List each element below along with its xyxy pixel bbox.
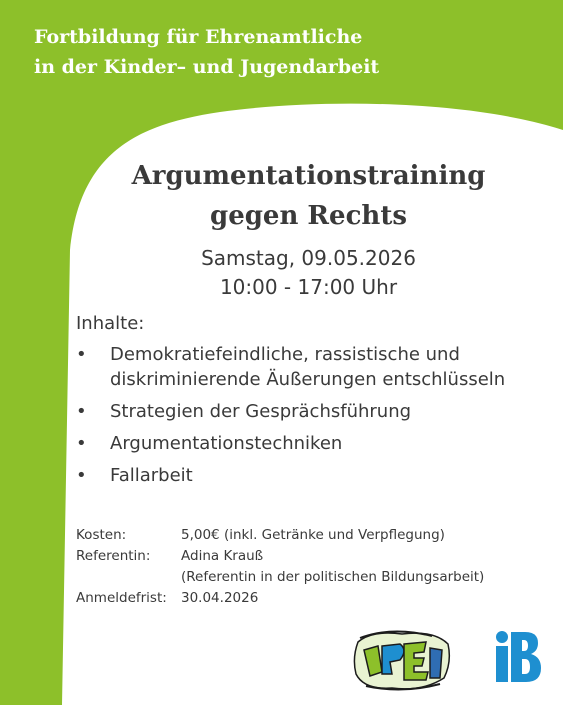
header-text [34, 22, 379, 82]
bullet: • [76, 433, 87, 454]
speaker-note-row [76, 567, 484, 588]
list-item [76, 342, 546, 392]
list-item [76, 431, 546, 456]
bullet: • [76, 465, 87, 486]
bullet: • [76, 344, 87, 365]
title-line-2: gegen Rechts [210, 201, 407, 231]
event-time: 10:00 - 17:00 Uhr [219, 275, 398, 299]
event-date: Samstag, 09.05.2026 [201, 246, 416, 270]
list-item-text: Argumentationstechniken [110, 433, 343, 454]
cost-value: 5,00€ (inkl. Getränke und Verpflegung) [181, 527, 445, 543]
contents-list [76, 342, 546, 495]
contents-label: Inhalte: [76, 313, 145, 334]
speaker-name: Adina Krauß [181, 548, 264, 564]
list-item-text: Strategien der Gesprächsführung [110, 401, 412, 422]
deadline-label: Anmeldefrist: [76, 590, 167, 606]
bullet: • [76, 401, 87, 422]
header-line-2: in der Kinder– und Jugendarbeit [34, 56, 380, 78]
speaker-note: (Referentin in der politischen Bildungsarbeit) [181, 569, 485, 585]
ib-logo [494, 630, 544, 684]
cost-row [76, 525, 484, 546]
list-item [76, 399, 546, 424]
deadline-row [76, 588, 484, 609]
event-datetime [0, 244, 563, 302]
cost-label: Kosten: [76, 527, 127, 543]
header-line-1: Fortbildung für Ehrenamtliche [34, 26, 363, 48]
title-line-1: Argumentationstraining [131, 161, 486, 191]
event-details [76, 525, 484, 609]
list-item [76, 463, 546, 488]
event-title [0, 156, 563, 236]
list-item-text: Fallarbeit [110, 465, 193, 486]
list-item-text: Demokratiefeindliche, rassistische und diskriminierende Äußerungen entschlüsseln [110, 344, 506, 390]
speaker-row [76, 546, 484, 567]
jugendhaus-logo [352, 628, 454, 694]
speaker-label: Referentin: [76, 548, 151, 564]
deadline-value: 30.04.2026 [181, 590, 259, 606]
